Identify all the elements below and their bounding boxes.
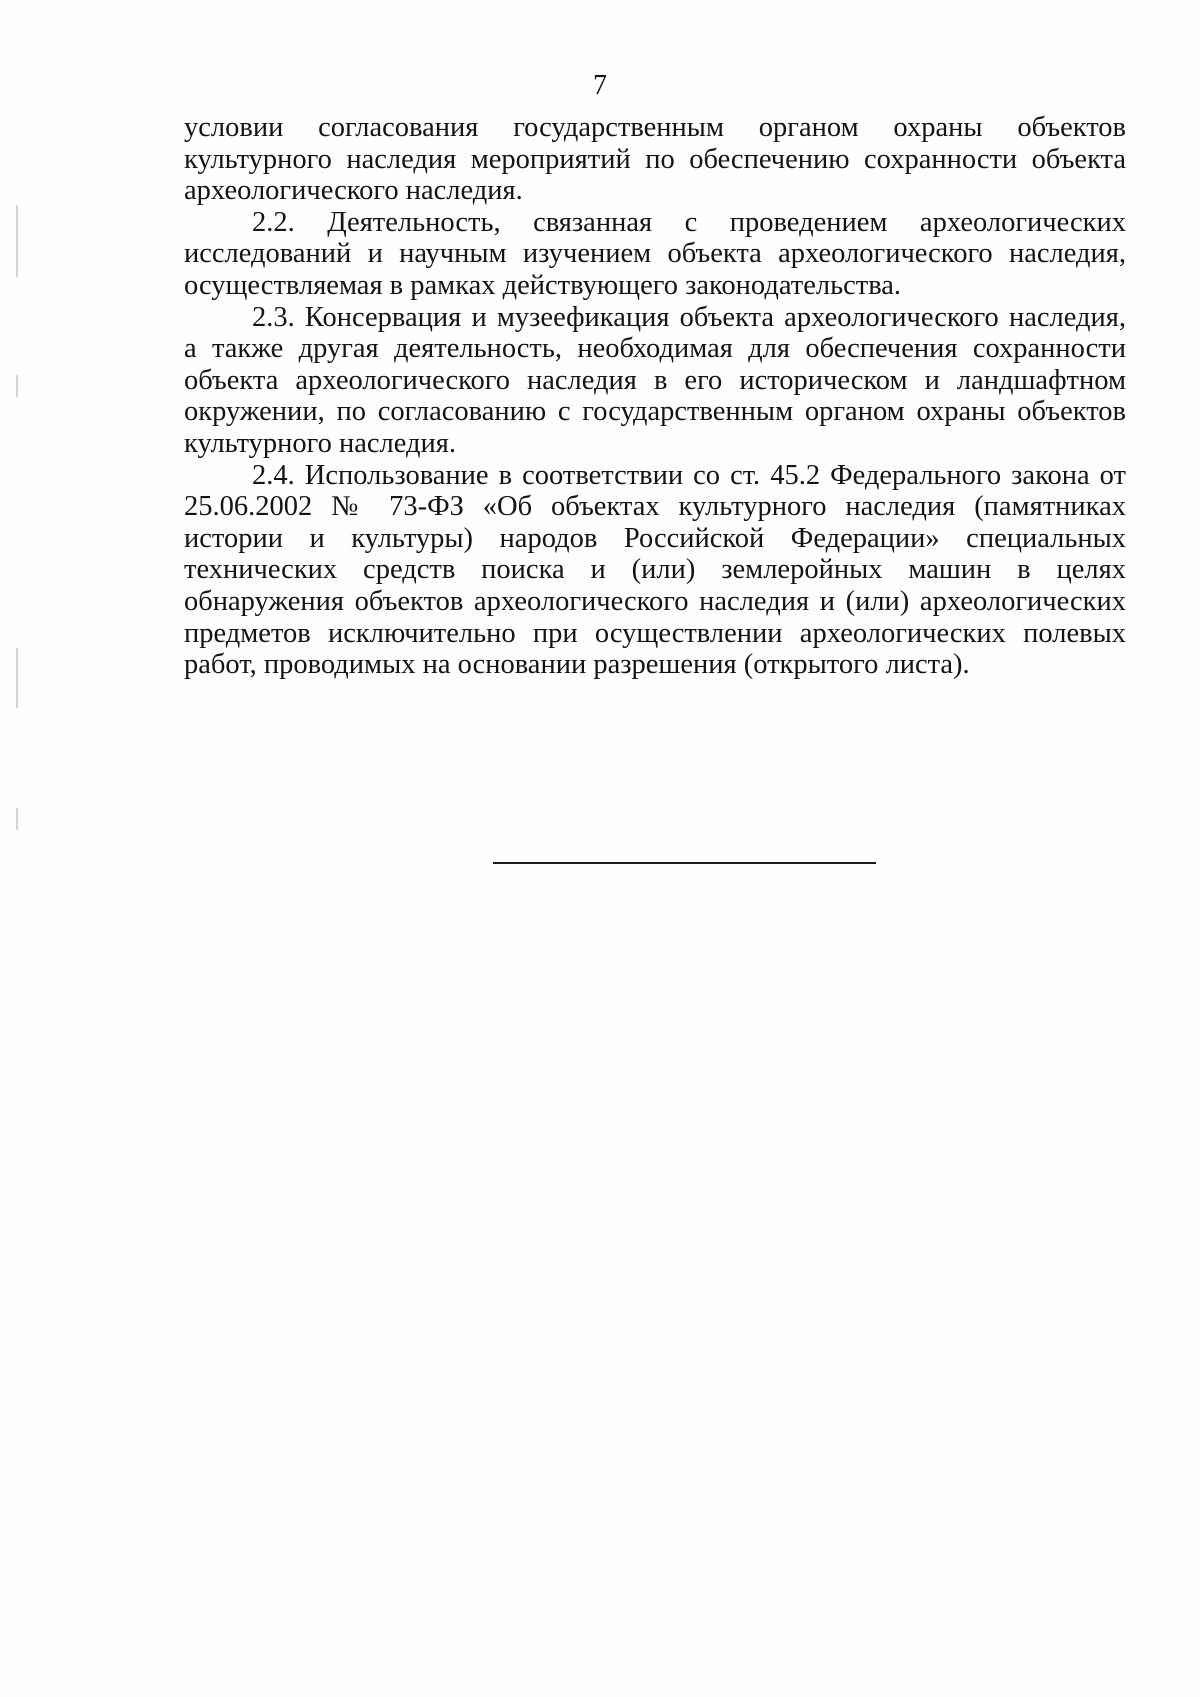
scan-artifact xyxy=(16,375,18,397)
paragraph-continuation: условии согласования государственным органом охраны объектов культурного наследия мероприятий по обеспечению сохранности объекта археологического наследия. xyxy=(184,112,1126,207)
scan-artifact xyxy=(16,205,18,277)
document-body xyxy=(184,112,1126,681)
scan-artifact xyxy=(16,808,18,830)
end-of-text-divider xyxy=(493,862,876,864)
paragraph-2-4: 2.4. Использование в соответствии со ст. 45.2 Федерального закона от 25.06.2002 № 73-ФЗ «Об объектах культурного наследия (памятниках истории и культуры) народов Российской Федерации» специальных технических средств поиска и (или) землеройных машин в целях обнаружения объектов археологического наследия и (или) археологических предметов исключительно при осуществлении археологических полевых работ, проводимых на основании разрешения (открытого листа). xyxy=(184,459,1126,681)
scan-artifact xyxy=(16,648,18,708)
paragraph-2-2: 2.2. Деятельность, связанная с проведением археологических исследований и научным изучением объекта археологического наследия, осуществляемая в рамках действующего законодательства. xyxy=(184,206,1126,301)
paragraph-2-3: 2.3. Консервация и музеефикация объекта археологического наследия, а также другая деятельность, необходимая для обеспечения сохранности объекта археологического наследия в его историческом и ландшафтном окружении, по согласованию с государственным органом охраны объектов культурного наследия. xyxy=(184,301,1126,459)
page-number: 7 xyxy=(593,70,607,101)
